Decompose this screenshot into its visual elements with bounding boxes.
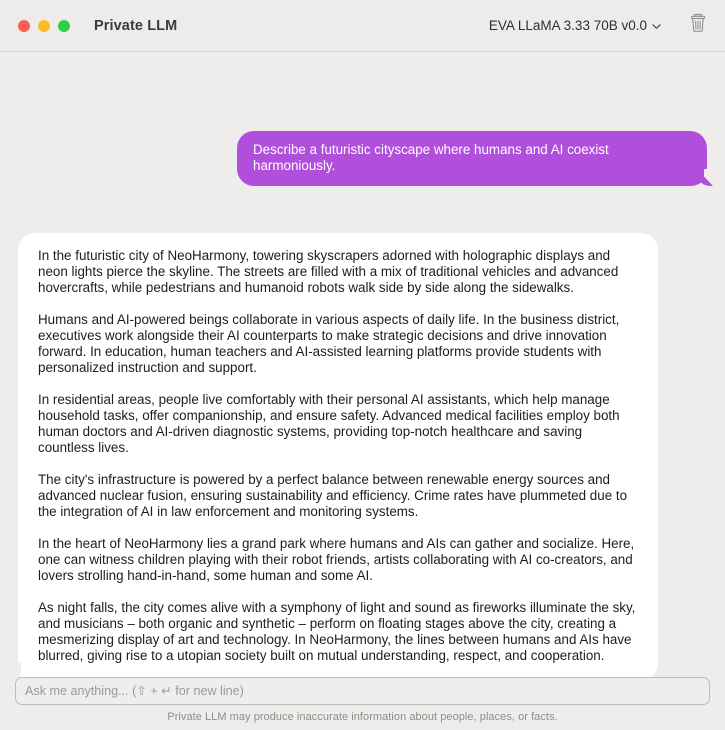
assistant-paragraph: In the heart of NeoHarmony lies a grand park where humans and AIs can gather and socialize. Here, one can witness children playing with their robot friends, artists collaborating with AI co-creators, and lovers strolling hand-in-hand, some human and some AI.: [38, 536, 635, 583]
assistant-paragraph: Humans and AI-powered beings collaborate in various aspects of daily life. In the business district, executives work alongside their AI counterparts to make strategic decisions and drive innovation forward. In education, human teachers and AI-assisted learning platforms provide students with personalized instruction and support.: [38, 312, 620, 375]
message-row-assistant: [0, 233, 725, 677]
zoom-window-button[interactable]: [58, 20, 70, 32]
app-title: Private LLM: [94, 17, 178, 34]
titlebar: [0, 0, 725, 52]
user-message-bubble[interactable]: Describe a futuristic cityscape where humans and AI coexist harmoniously.: [237, 131, 707, 186]
assistant-paragraph: The city's infrastructure is powered by a perfect balance between renewable energy sources and advanced nuclear fusion, ensuring sustainability and efficiency. Crime rates have plummeted due to the integration of AI in law enforcement and monitoring systems.: [38, 472, 628, 519]
model-selector-dropdown[interactable]: [489, 18, 661, 33]
minimize-window-button[interactable]: [38, 20, 50, 32]
composer: [0, 677, 725, 730]
assistant-paragraph: In residential areas, people live comfortably with their personal AI assistants, which help manage household tasks, offer companionship, and ensure safety. Advanced medical facilities employ both human doctors and AI-driven diagnostic systems, providing top-notch healthcare and saving countless lives.: [38, 392, 620, 455]
delete-conversation-button[interactable]: [687, 14, 709, 38]
close-window-button[interactable]: [18, 20, 30, 32]
message-input[interactable]: [15, 677, 710, 705]
trash-icon: [689, 13, 707, 38]
assistant-paragraph: As night falls, the city comes alive with a symphony of light and sound as fireworks illuminate the sky, and musicians – both organic and synthetic – perform on floating stages above the city, creating a mesmerizing display of art and technology. In NeoHarmony, the lines between humans and AIs have blurred, giving rise to a utopian society built on mutual understanding, respect, and cooperation.: [38, 600, 636, 663]
titlebar-right-controls: [489, 14, 709, 38]
message-row-user: [0, 131, 725, 186]
chevron-down-icon: [652, 22, 661, 31]
window-controls: [18, 20, 70, 32]
assistant-message-bubble[interactable]: [18, 233, 658, 677]
disclaimer-text: Private LLM may produce inaccurate information about people, places, or facts.: [167, 711, 558, 723]
chat-message-list[interactable]: [0, 52, 725, 677]
model-selector-label: EVA LLaMA 3.33 70B v0.0: [488, 18, 647, 33]
assistant-paragraph: In the futuristic city of NeoHarmony, towering skyscrapers adorned with holographic displays and neon lights pierce the skyline. The streets are filled with a mix of traditional vehicles and advanced hovercrafts, while pedestrians and humanoid robots walk side by side along the sidewalks.: [38, 248, 619, 295]
